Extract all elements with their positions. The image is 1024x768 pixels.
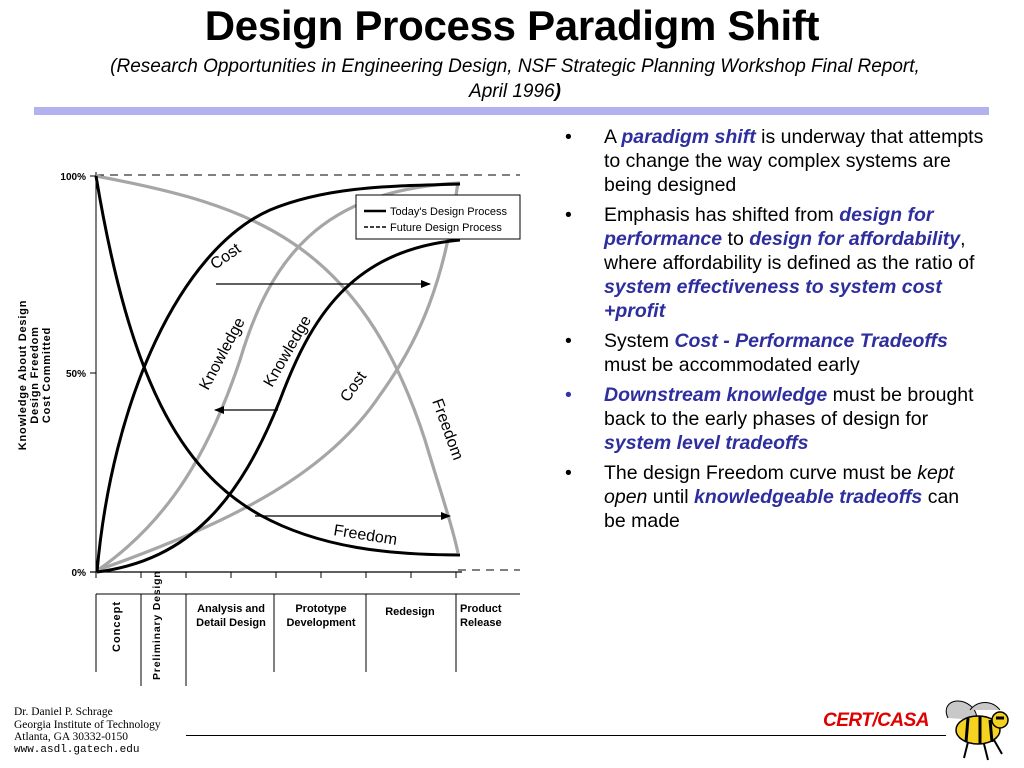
y-axis-label-line-3: Cost Committed <box>41 326 53 424</box>
bullet-cost-performance: • System Cost - Performance Tradeoffs must be accommodated early <box>565 329 985 377</box>
y-axis-label <box>17 300 53 450</box>
phase-concept: Concept <box>111 601 123 652</box>
author-org: Georgia Institute of Technology <box>14 718 161 731</box>
y-axis-label-line-1: Knowledge About Design <box>17 299 29 451</box>
emphasis-design-for-affordability: design for affordability <box>749 228 961 250</box>
y-tick-0: 0% <box>71 568 86 579</box>
phase-preliminary-design-text: Preliminary Design <box>151 570 163 680</box>
bullet-design-freedom: • The design Freedom curve must be kept open until knowledgeable tradeoffs can be made <box>565 461 985 533</box>
author-block <box>14 706 161 756</box>
phase-redesign: Redesign <box>385 606 435 618</box>
emphasis-system-level-tradeoffs: system level tradeoffs <box>604 432 809 454</box>
phase-prototype <box>278 602 364 642</box>
author-web: www.asdl.gatech.edu <box>14 743 140 756</box>
phase-analysis <box>190 602 272 652</box>
author-address: Atlanta, GA 30332-0150 <box>14 731 129 743</box>
y-axis-label-line-2: Design Freedom <box>29 326 41 424</box>
footer-rule <box>186 735 946 736</box>
emphasis-design-for-performance: design for performance <box>604 204 934 250</box>
phase-release <box>458 602 518 642</box>
bullet-list <box>565 125 985 539</box>
emphasis-paradigm-shift: paradigm shift <box>621 126 756 148</box>
emphasis-downstream-knowledge: Downstream knowledge <box>604 384 828 406</box>
subtitle-line-2: April 1996 <box>469 81 555 102</box>
label-freedom-today: Freedom <box>332 522 399 549</box>
phase-prototype-text: Prototype Development <box>286 603 356 629</box>
x-tick-marks <box>96 572 456 578</box>
bullet-emphasis-shift: • Emphasis has shifted from design for performance to design for affordability, where affordability is defined as the ratio of system effectiveness to system cost +profit <box>565 203 985 323</box>
label-knowledge-today: Knowledge <box>260 312 316 390</box>
bullet-paradigm-shift: • A paradigm shift is underway that attempts to change the way complex systems are being designed <box>565 125 985 197</box>
bullet-downstream-knowledge: • Downstream knowledge must be brought back to the early phases of design for system level tradeoffs <box>565 383 985 455</box>
y-tick-50: 50% <box>65 369 86 380</box>
y-tick-marks <box>90 176 96 373</box>
emphasis-effectiveness-ratio: system effectiveness to system cost +profit <box>604 276 942 322</box>
label-cost-today: Cost <box>207 240 245 274</box>
emphasis-cost-performance-tradeoffs: Cost - Performance Tradeoffs <box>674 330 948 352</box>
label-cost-future: Cost <box>337 368 371 406</box>
phase-release-text: Product Release <box>460 603 502 629</box>
cert-casa-logo: CERT/CASA <box>823 710 929 731</box>
label-knowledge-future: Knowledge <box>196 314 249 393</box>
page-title: Design Process Paradigm Shift <box>204 2 820 49</box>
yellow-jacket-mascot-icon <box>946 701 1008 760</box>
phase-analysis-text: Analysis and Detail Design <box>196 603 266 629</box>
legend-today-label: Today's Design Process <box>390 206 508 218</box>
italic-kept-open: kept open <box>604 462 955 508</box>
phase-preliminary-design <box>151 570 163 680</box>
y-tick-100: 100% <box>60 172 86 183</box>
subtitle-close-paren: ) <box>554 81 561 102</box>
legend-future-label: Future Design Process <box>390 222 502 234</box>
author-name: Dr. Daniel P. Schrage <box>14 706 113 718</box>
emphasis-knowledgeable-tradeoffs: knowledgeable tradeoffs <box>694 486 923 508</box>
label-freedom-future: Freedom <box>428 396 467 463</box>
subtitle-line-1: (Research Opportunities in Engineering Design, NSF Strategic Planning Workshop Final Report, <box>110 56 920 77</box>
